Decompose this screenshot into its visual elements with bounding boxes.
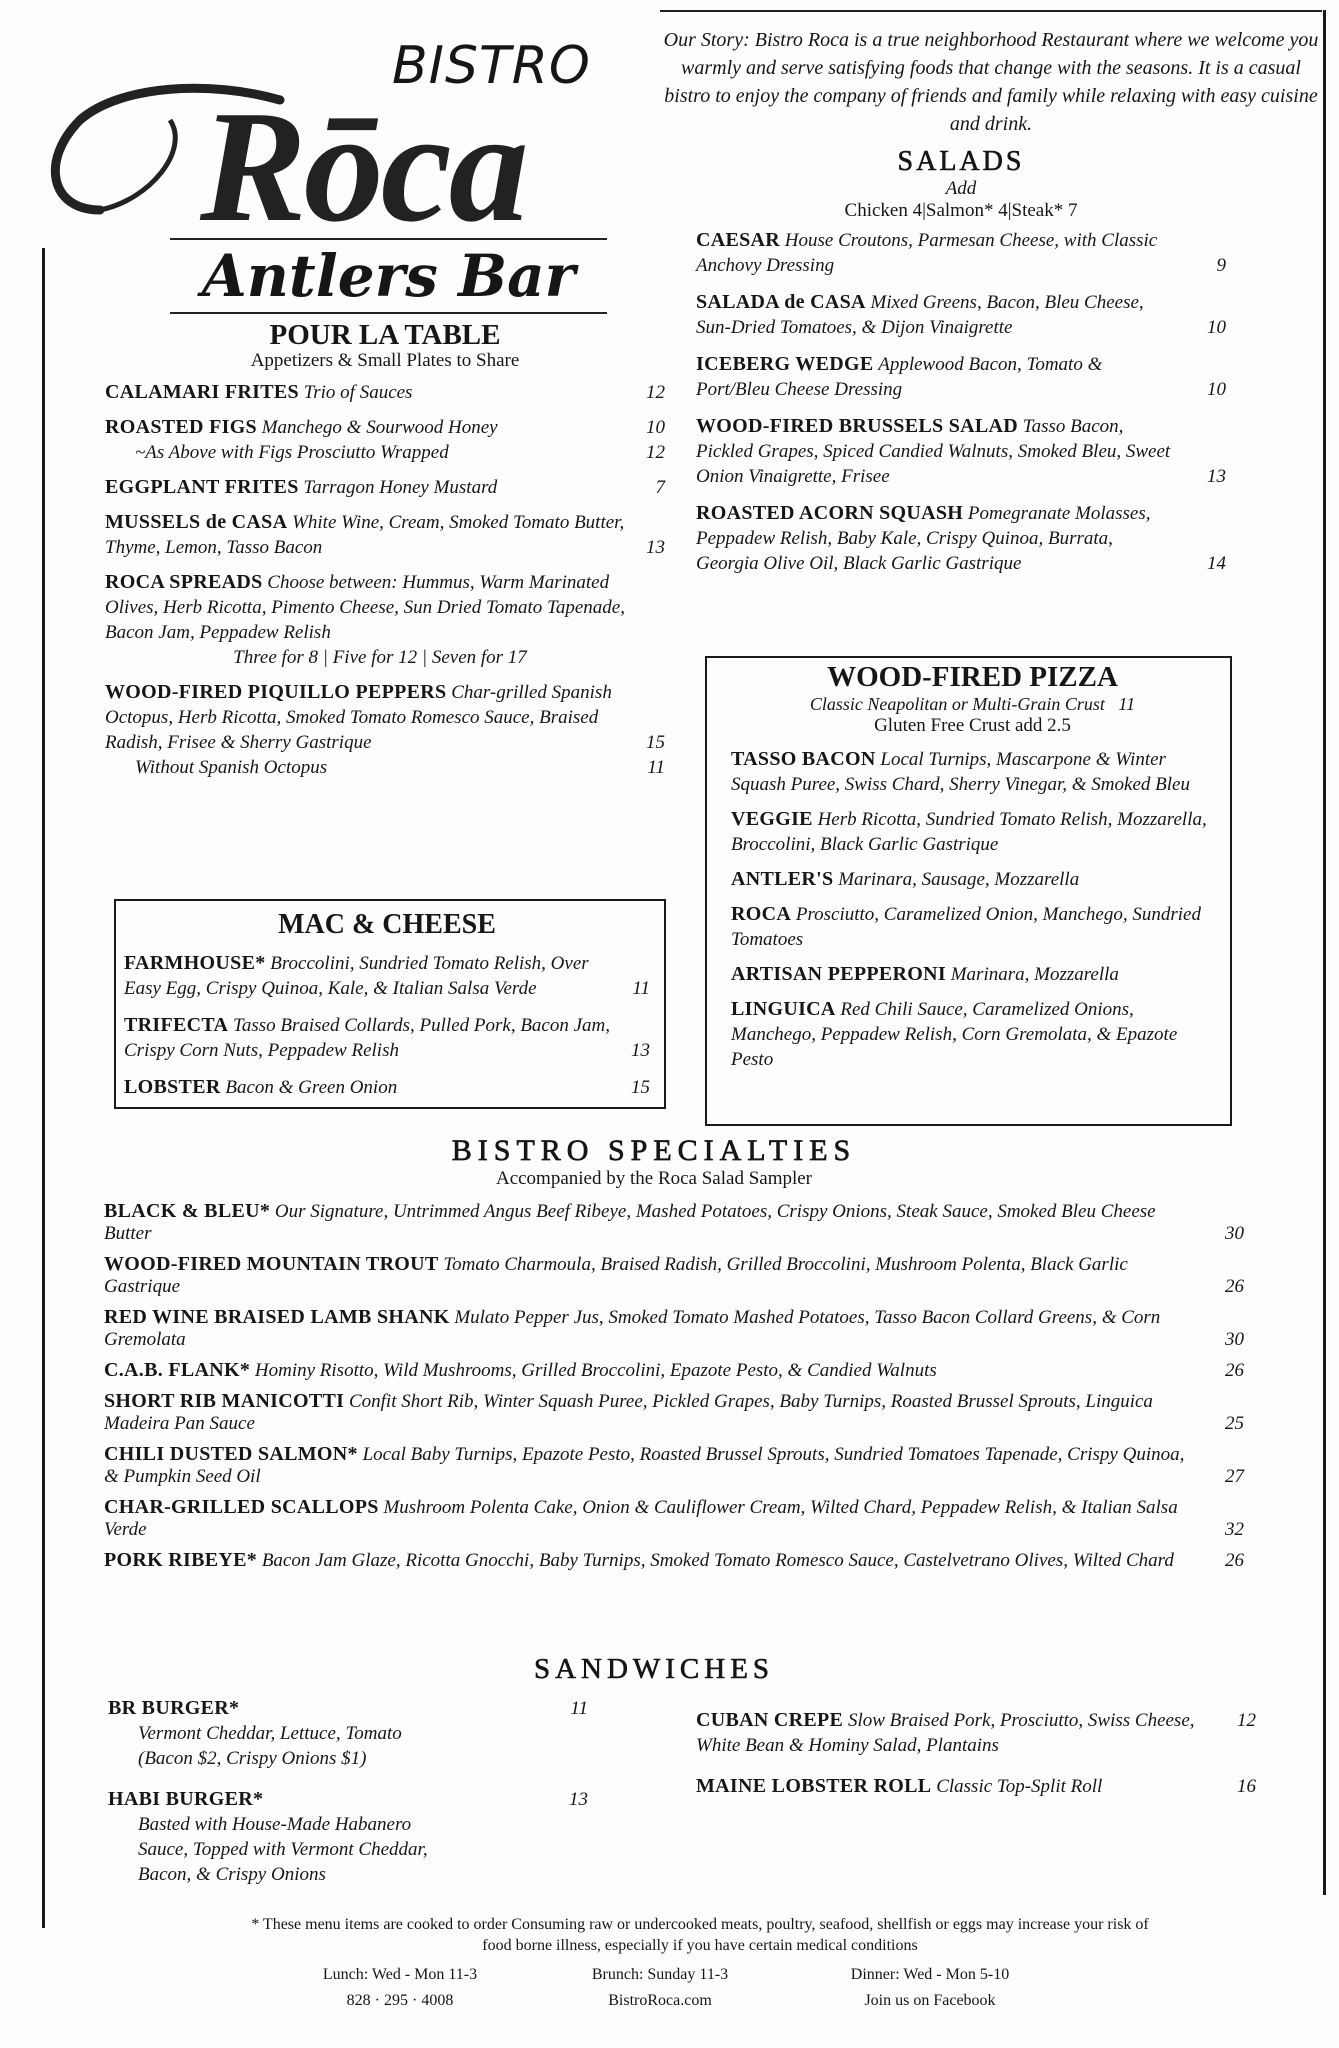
item-name: SALADA de CASA xyxy=(696,291,866,313)
mac-cheese-box xyxy=(114,899,666,1109)
item-name: BR BURGER* xyxy=(108,1697,240,1719)
sandwiches-left-column xyxy=(108,1696,588,1903)
left-border-line xyxy=(42,248,45,1928)
item-description: Manchego & Sourwood Honey xyxy=(261,417,498,438)
item-price: 13 xyxy=(646,537,665,558)
logo-bistro: BISTRO xyxy=(392,36,591,96)
item-name: CHAR-GRILLED SCALLOPS xyxy=(104,1496,379,1518)
menu-item xyxy=(105,680,665,780)
item-name: EGGPLANT FRITES xyxy=(105,476,299,498)
item-description: Our Signature, Untrimmed Angus Beef Ribeye, Mashed Potatoes, Crispy Onions, Steak Sauce, Smoked Bleu Cheese Butter xyxy=(104,1201,1156,1244)
item-name: MUSSELS de CASA xyxy=(105,511,288,533)
pizza-crust xyxy=(731,694,1214,715)
pour-la-table-section xyxy=(105,320,665,790)
menu-item xyxy=(696,1708,1256,1758)
menu-item xyxy=(731,902,1214,952)
facebook-link[interactable]: Join us on Facebook xyxy=(864,1992,996,2009)
menu-item xyxy=(731,807,1214,857)
crust-label: Classic Neapolitan or Multi-Grain Crust xyxy=(809,694,1105,714)
item-name: CHILI DUSTED SALMON* xyxy=(104,1443,358,1465)
item-description: White Wine, Cream, Smoked Tomato Butter, Thyme, Lemon, Tasso Bacon xyxy=(105,512,625,558)
item-name: ROCA xyxy=(731,903,792,925)
item-description: Confit Short Rib, Winter Squash Puree, Pickled Grapes, Baby Turnips, Roasted Brussel Sprouts, Linguica Madeira Pan Sauce xyxy=(104,1391,1153,1434)
menu-item xyxy=(104,1443,1244,1488)
mac-cheese-items xyxy=(124,951,650,1100)
menu-item xyxy=(104,1200,1244,1245)
item-name: ROCA SPREADS xyxy=(105,571,263,593)
item-description: Choose between: Hummus, Warm Marinated Olives, Herb Ricotta, Pimento Cheese, Sun Dried Tomato Tapenade, Bacon Jam, Peppadew Relish xyxy=(105,572,625,643)
section-subtitle: Appetizers & Small Plates to Share xyxy=(250,350,520,371)
item-name: CUBAN CREPE xyxy=(696,1709,844,1731)
item-price: 14 xyxy=(1207,553,1226,574)
item-price: 26 xyxy=(1225,1550,1244,1571)
menu-item xyxy=(696,352,1226,402)
item-name: TRIFECTA xyxy=(124,1014,229,1036)
menu-item xyxy=(104,1390,1244,1435)
menu-item xyxy=(104,1496,1244,1541)
item-price: 7 xyxy=(655,477,665,498)
item-name: LINGUICA xyxy=(731,998,836,1020)
item-name: CALAMARI FRITES xyxy=(105,381,299,403)
item-description: Tasso Braised Collards, Pulled Pork, Bacon Jam, Crispy Corn Nuts, Peppadew Relish xyxy=(124,1015,611,1061)
item-name: WOOD-FIRED BRUSSELS SALAD xyxy=(696,415,1019,437)
salads-add-options: Chicken 4|Salmon* 4|Steak* 7 xyxy=(844,200,1078,221)
item-price: 11 xyxy=(570,1698,588,1719)
menu-item xyxy=(696,501,1226,576)
item-description: Basted with House-Made Habanero Sauce, Topped with Vermont Cheddar, Bacon, & Crispy Onions xyxy=(138,1814,428,1885)
item-description: Tarragon Honey Mustard xyxy=(303,477,498,498)
item-description: Prosciutto, Caramelized Onion, Manchego, Sundried Tomatoes xyxy=(731,904,1201,950)
menu-item xyxy=(124,951,650,1001)
item-description: Pomegranate Molasses, Peppadew Relish, Baby Kale, Crispy Quinoa, Burrata, Georgia Olive Oil, Black Garlic Gastrique xyxy=(696,503,1151,574)
dinner-hours: Dinner: Wed - Mon 5-10 xyxy=(850,1966,1010,1983)
antlers-bar-title: Antlers Bar xyxy=(170,238,607,314)
item-description: Marinara, Sausage, Mozzarella xyxy=(838,869,1080,890)
item-price: 11 xyxy=(632,978,650,999)
item-description: Herb Ricotta, Sundried Tomato Relish, Mozzarella, Broccolini, Black Garlic Gastrique xyxy=(731,809,1207,855)
salads-add-label: Add xyxy=(945,178,977,199)
item-description: House Croutons, Parmesan Cheese, with Classic Anchovy Dressing xyxy=(696,230,1158,276)
menu-item xyxy=(105,380,665,405)
menu-item xyxy=(731,867,1214,892)
section-title: MAC & CHEESE xyxy=(278,909,496,940)
item-description: Local Turnips, Mascarpone & Winter Squash Puree, Swiss Chard, Sherry Vinegar, & Smoked Bleu xyxy=(731,749,1190,795)
item-price: 12 xyxy=(646,382,665,403)
item-price: 10 xyxy=(646,417,665,438)
item-price: 32 xyxy=(1225,1519,1244,1540)
item-price: 15 xyxy=(646,732,665,753)
item-name: LOBSTER xyxy=(124,1076,221,1098)
item-price: 16 xyxy=(1237,1776,1256,1797)
item-price: 12 xyxy=(1237,1710,1256,1731)
item-price: 26 xyxy=(1225,1360,1244,1381)
section-subtitle: Accompanied by the Roca Salad Sampler xyxy=(495,1168,813,1189)
item-price: 25 xyxy=(1225,1413,1244,1434)
item-description: Marinara, Mozzarella xyxy=(950,964,1119,985)
item-name: SHORT RIB MANICOTTI xyxy=(104,1390,345,1412)
menu-item xyxy=(108,1787,588,1887)
section-title: POUR LA TABLE xyxy=(269,319,501,351)
item-description: Mushroom Polenta Cake, Onion & Cauliflower Cream, Wilted Chard, Peppadew Relish, & Italian Salsa Verde xyxy=(104,1497,1178,1540)
item-extra: Without Spanish Octopus xyxy=(135,757,328,778)
item-price: 30 xyxy=(1225,1223,1244,1244)
item-name: WOOD-FIRED PIQUILLO PEPPERS xyxy=(105,681,447,703)
item-name: TASSO BACON xyxy=(731,748,876,770)
sandwiches-right-column xyxy=(696,1708,1256,1815)
specialties-section xyxy=(104,1134,1244,1580)
item-description: Applewood Bacon, Tomato & Port/Bleu Cheese Dressing xyxy=(696,354,1103,400)
menu-item xyxy=(124,1075,650,1100)
item-description: Bacon Jam Glaze, Ricotta Gnocchi, Baby Turnips, Smoked Tomato Romesco Sauce, Castelvetrano Olives, Wilted Chard xyxy=(261,1550,1174,1571)
item-price: 13 xyxy=(569,1789,588,1810)
menu-item xyxy=(696,228,1226,278)
item-description: Classic Top-Split Roll xyxy=(936,1776,1103,1797)
section-title: BISTRO SPECIALTIES xyxy=(451,1134,857,1167)
right-border-line xyxy=(1323,10,1326,1895)
item-price: 27 xyxy=(1225,1466,1244,1487)
item-name: CAESAR xyxy=(696,229,781,251)
menu-item xyxy=(124,1013,650,1063)
item-description: Tomato Charmoula, Braised Radish, Grilled Broccolini, Mushroom Polenta, Black Garlic Gastrique xyxy=(104,1254,1128,1297)
item-name: HABI BURGER* xyxy=(108,1788,264,1810)
item-description: Vermont Cheddar, Lettuce, Tomato (Bacon $2, Crispy Onions $1) xyxy=(138,1723,402,1769)
pizza-items xyxy=(731,747,1214,1072)
menu-item xyxy=(104,1359,1244,1382)
lunch-hours: Lunch: Wed - Mon 11-3 xyxy=(322,1966,478,1983)
item-description: Mixed Greens, Bacon, Bleu Cheese, Sun-Dried Tomatoes, & Dijon Vinaigrette xyxy=(696,292,1144,338)
section-title: WOOD-FIRED PIZZA xyxy=(827,661,1118,693)
item-description: Red Chili Sauce, Caramelized Onions, Manchego, Peppadew Relish, Corn Gremolata, & Epazote Pesto xyxy=(731,999,1178,1070)
phone-number[interactable]: 828 · 295 · 4008 xyxy=(346,1992,454,2009)
item-description: Mulato Pepper Jus, Smoked Tomato Mashed Potatoes, Tasso Bacon Collard Greens, & Corn Gremolata xyxy=(104,1307,1161,1350)
item-description: Bacon & Green Onion xyxy=(225,1077,398,1098)
menu-item xyxy=(696,1774,1256,1799)
item-description: Broccolini, Sundried Tomato Relish, Over Easy Egg, Crispy Quinoa, Kale, & Italian Salsa Verde xyxy=(124,953,589,999)
sandwiches-title: SANDWICHES xyxy=(533,1653,775,1685)
menu-item xyxy=(696,414,1226,489)
item-price: 30 xyxy=(1225,1329,1244,1350)
item-name: PORK RIBEYE* xyxy=(104,1549,258,1571)
item-name: MAINE LOBSTER ROLL xyxy=(696,1775,932,1797)
item-price: 9 xyxy=(1216,255,1226,276)
menu-item xyxy=(731,997,1214,1072)
website-link[interactable]: BistroRoca.com xyxy=(608,1992,712,2009)
item-extra: ~As Above with Figs Prosciutto Wrapped xyxy=(135,442,449,463)
specialty-items xyxy=(104,1200,1244,1572)
pizza-box xyxy=(705,656,1232,1126)
crust-price: 11 xyxy=(1118,694,1136,714)
our-story: Our Story: Bistro Roca is a true neighborhood Restaurant where we welcome you warmly and serve satisfying foods that change with the seasons. It is a casual bistro to enjoy the company of friends and family while relaxing with easy cuisine and drink. xyxy=(660,10,1322,138)
item-name: WOOD-FIRED MOUNTAIN TROUT xyxy=(104,1253,439,1275)
salads-section xyxy=(696,146,1226,588)
item-description: Hominy Risotto, Wild Mushrooms, Grilled Broccolini, Epazote Pesto, & Candied Walnuts xyxy=(254,1360,937,1381)
menu-item xyxy=(105,475,665,500)
item-price: 13 xyxy=(1207,466,1226,487)
item-name: BLACK & BLEU* xyxy=(104,1200,271,1222)
item-extra-price: 11 xyxy=(647,757,665,778)
item-description: Char-grilled Spanish Octopus, Herb Ricotta, Smoked Tomato Romesco Sauce, Braised Radish, Frisee & Sherry Gastrique xyxy=(105,682,612,753)
item-name: ARTISAN PEPPERONI xyxy=(731,963,946,985)
item-name: ROASTED ACORN SQUASH xyxy=(696,502,964,524)
item-price: 13 xyxy=(631,1040,650,1061)
logo-roca: Rōca xyxy=(200,77,526,255)
pour-la-table-items xyxy=(105,380,665,780)
menu-item xyxy=(731,962,1214,987)
item-name: ROASTED FIGS xyxy=(105,416,257,438)
item-price: 15 xyxy=(631,1077,650,1098)
section-title: SALADS xyxy=(897,146,1025,177)
menu-item xyxy=(104,1306,1244,1351)
menu-item xyxy=(104,1253,1244,1298)
item-description: Tasso Bacon, Pickled Grapes, Spiced Candied Walnuts, Smoked Bleu, Sweet Onion Vinaigrette, Frisee xyxy=(696,416,1171,487)
item-description: Local Baby Turnips, Epazote Pesto, Roasted Brussel Sprouts, Sundried Tomatoes Tapenade, Crispy Quinoa, & Pumpkin Seed Oil xyxy=(104,1444,1185,1487)
item-description: Slow Braised Pork, Prosciutto, Swiss Cheese, White Bean & Hominy Salad, Plantains xyxy=(696,1710,1195,1756)
item-description: Trio of Sauces xyxy=(303,382,413,403)
menu-item xyxy=(105,415,665,465)
item-name: FARMHOUSE* xyxy=(124,952,266,974)
item-name: ANTLER'S xyxy=(731,868,834,890)
menu-item xyxy=(731,747,1214,797)
item-extra-price: 12 xyxy=(646,442,665,463)
item-price: 26 xyxy=(1225,1276,1244,1297)
salad-items xyxy=(696,228,1226,576)
item-name: C.A.B. FLANK* xyxy=(104,1359,251,1381)
item-name: RED WINE BRAISED LAMB SHANK xyxy=(104,1306,450,1328)
item-name: ICEBERG WEDGE xyxy=(696,353,874,375)
menu-item xyxy=(108,1696,588,1771)
gluten-free-note: Gluten Free Crust add 2.5 xyxy=(874,715,1071,736)
brunch-hours: Brunch: Sunday 11-3 xyxy=(591,1966,729,1983)
item-name: VEGGIE xyxy=(731,808,813,830)
menu-item xyxy=(105,570,665,670)
menu-item xyxy=(104,1549,1244,1572)
disclaimer: * These menu items are cooked to order Consuming raw or undercooked meats, poultry, seafood, shellfish or eggs may increase your risk of food borne illness, especially if you have certain medical conditions xyxy=(251,1916,1149,1954)
item-price: 10 xyxy=(1207,379,1226,400)
item-extra: Three for 8 | Five for 12 | Seven for 17 xyxy=(233,647,527,668)
menu-item xyxy=(696,290,1226,340)
menu-item xyxy=(105,510,665,560)
item-price: 10 xyxy=(1207,317,1226,338)
